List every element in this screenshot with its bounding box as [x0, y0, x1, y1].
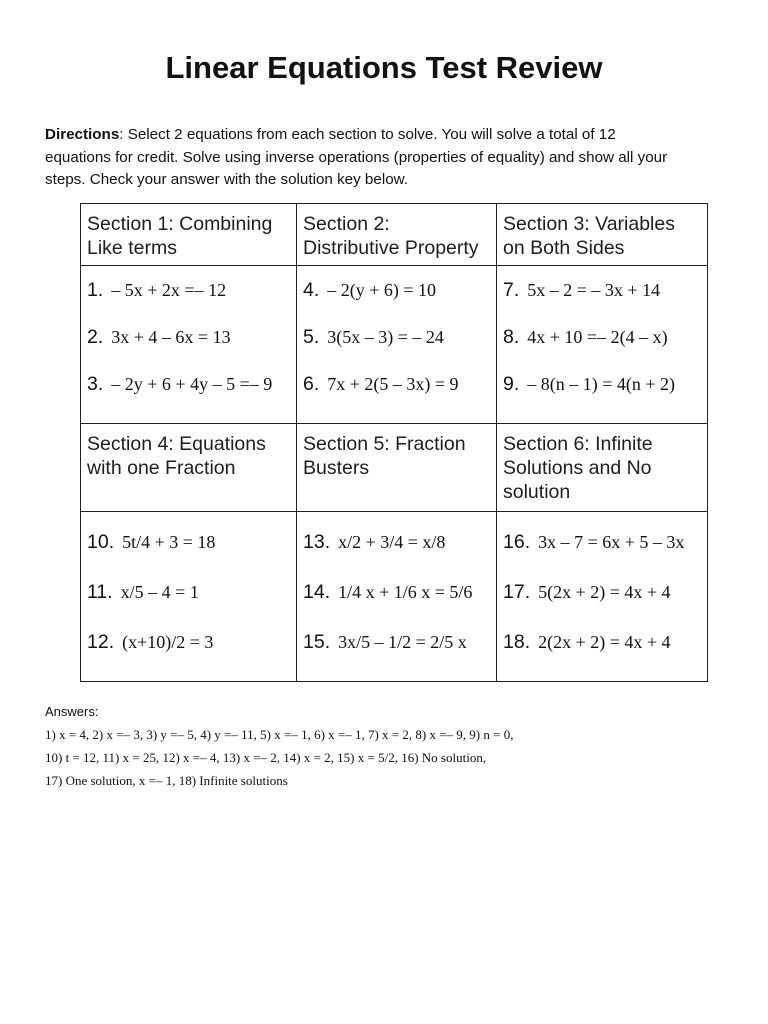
- page-title: Linear Equations Test Review: [165, 50, 603, 85]
- problem-14: 14. 1/4 x + 1/6 x = 5/6: [303, 580, 473, 603]
- problem-11: 11. x/5 – 4 = 1: [87, 580, 199, 603]
- section-4-header: Section 4: Equations with one Fraction: [81, 424, 297, 512]
- problem-6: 6. 7x + 2(5 – 3x) = 9: [303, 373, 459, 395]
- problem-13: 13. x/2 + 3/4 = x/8: [303, 530, 446, 553]
- answers-line-3: 17) One solution, x =– 1, 18) Infinite solutions: [45, 773, 288, 788]
- problem-18: 18. 2(2x + 2) = 4x + 4: [503, 630, 671, 653]
- answers-label: Answers:: [45, 704, 99, 719]
- problem-9: 9. – 8(n – 1) = 4(n + 2): [503, 373, 676, 395]
- problem-3: 3. – 2y + 6 + 4y – 5 =– 9: [87, 373, 273, 395]
- section-3-header: Section 3: Variables on Both Sides: [497, 204, 708, 266]
- problem-7: 7. 5x – 2 = – 3x + 14: [503, 279, 661, 301]
- problem-8: 8. 4x + 10 =– 2(4 – x): [503, 326, 668, 348]
- answers-block: [45, 700, 745, 792]
- section-5-problems: [297, 512, 497, 682]
- directions-line-3: steps. Check your answer with the solution key below.: [45, 171, 408, 188]
- section-5-header: Section 5: Fraction Busters: [297, 424, 497, 512]
- problem-17: 17. 5(2x + 2) = 4x + 4: [503, 580, 671, 603]
- section-1-header: Section 1: Combining Like terms: [81, 204, 297, 266]
- section-1-problems: [81, 266, 297, 424]
- problem-15: 15. 3x/5 – 1/2 = 2/5 x: [303, 630, 467, 653]
- section-4-problems: [81, 512, 297, 682]
- section-6-problems: [497, 512, 708, 682]
- problem-16: 16. 3x – 7 = 6x + 5 – 3x: [503, 530, 685, 553]
- answers-line-2: 10) t = 12, 11) x = 25, 12) x =– 4, 13) x =– 2, 14) x = 2, 15) x = 5/2, 16) No solution,: [45, 750, 487, 765]
- section-2-problems: [297, 266, 497, 424]
- problem-4: 4. – 2(y + 6) = 10: [303, 279, 437, 301]
- directions-paragraph: [45, 124, 735, 192]
- section-2-header: Section 2: Distributive Property: [297, 204, 497, 266]
- problem-5: 5. 3(5x – 3) = – 24: [303, 326, 444, 348]
- directions-line-1: Directions: Select 2 equations from each section to solve. You will solve a total of 12: [45, 126, 616, 143]
- directions-line-2: equations for credit. Solve using inverse operations (properties of equality) and show all your: [45, 148, 668, 166]
- section-3-problems: [497, 266, 708, 424]
- problem-1: 1. – 5x + 2x =– 12: [87, 279, 227, 301]
- answers-line-1: 1) x = 4, 2) x =– 3, 3) y =– 5, 4) y =– 11, 5) x =– 1, 6) x =– 1, 7) x = 2, 8) x =– 9, 9) n = 0,: [45, 727, 514, 742]
- section-6-header: Section 6: Infinite Solutions and No solution: [497, 424, 708, 512]
- directions-label: Directions: [45, 126, 120, 143]
- equations-table: [80, 203, 708, 682]
- problem-12: 12. (x+10)/2 = 3: [87, 630, 214, 653]
- problem-10: 10. 5t/4 + 3 = 18: [87, 530, 216, 553]
- problem-2: 2. 3x + 4 – 6x = 13: [87, 326, 231, 348]
